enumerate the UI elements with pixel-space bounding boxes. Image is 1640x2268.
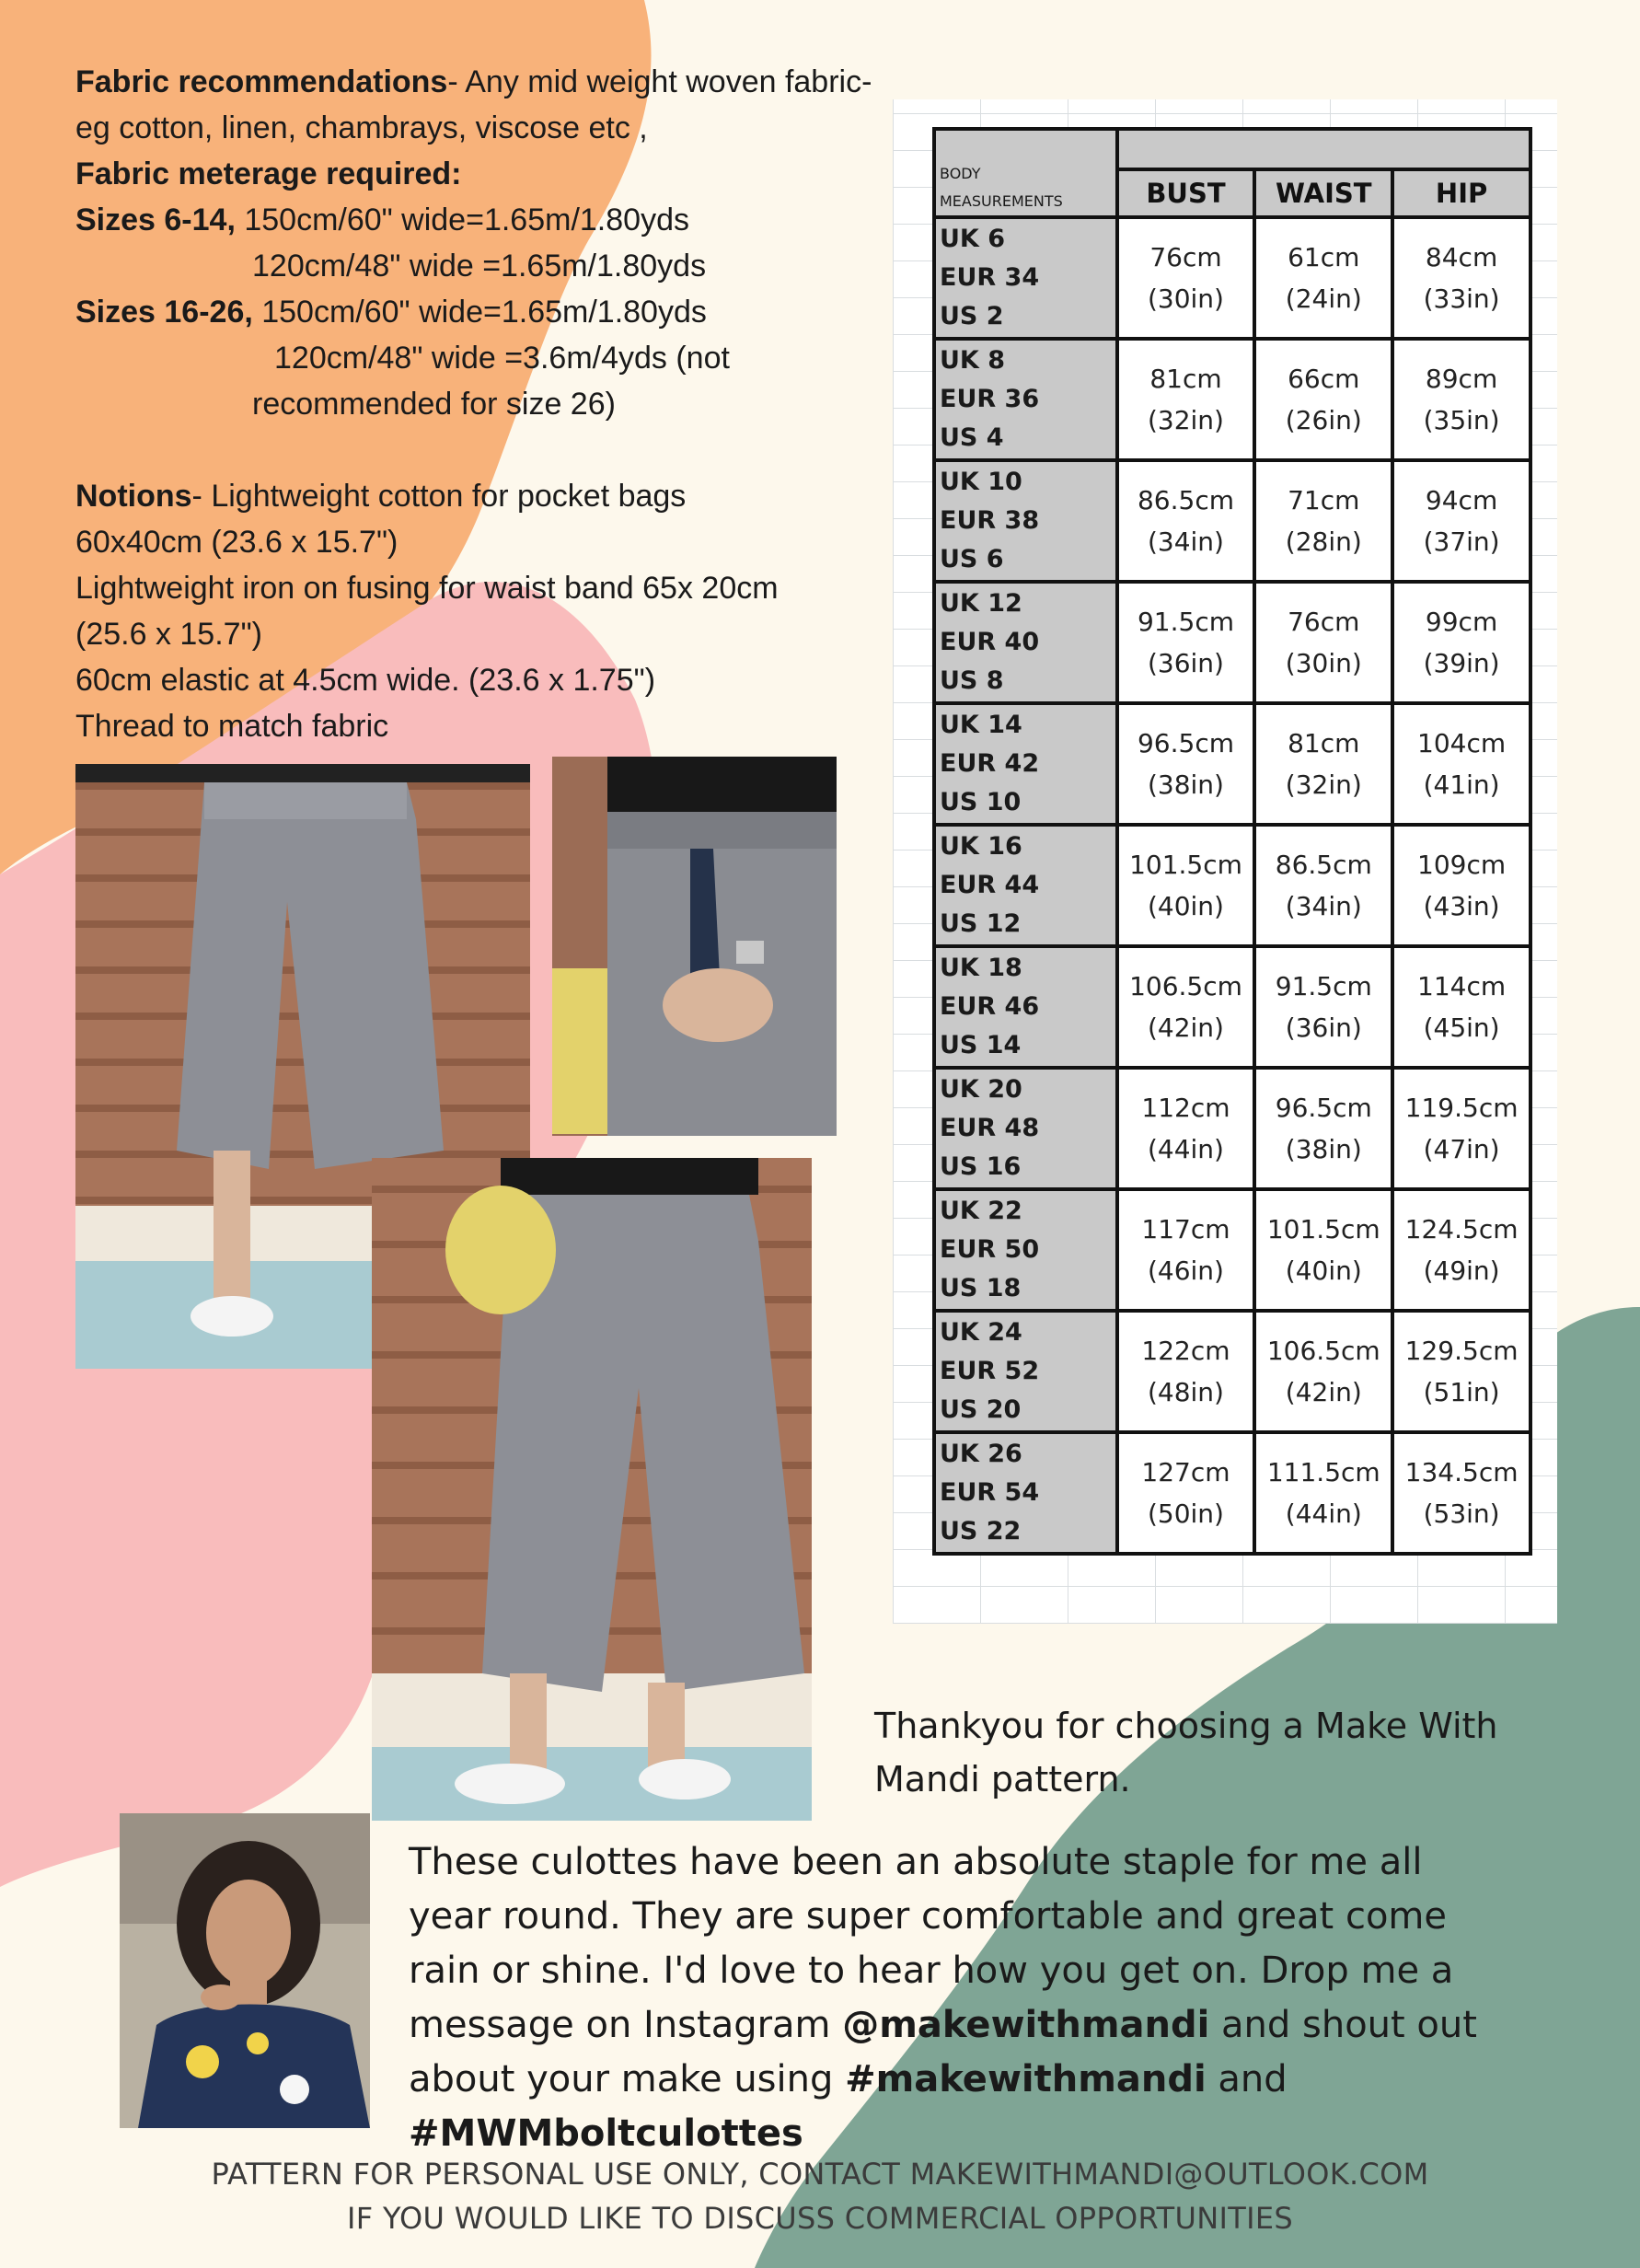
size-uk: UK 18: [940, 954, 1022, 982]
waist-in: (24in): [1285, 284, 1362, 314]
hip-in: (53in): [1423, 1498, 1500, 1529]
notions-line6: Thread to match fabric: [75, 709, 389, 744]
waist-in: (26in): [1285, 405, 1362, 435]
size-us: US 22: [940, 1517, 1022, 1545]
sizes-large-line1: Sizes 16-26, 150cm/60" wide=1.65m/1.80yds: [75, 295, 707, 330]
size-eur: EUR 50: [940, 1235, 1040, 1264]
bust-cm: 91.5cm: [1137, 607, 1234, 637]
waist-in: (38in): [1285, 1134, 1362, 1164]
notions-line5: 60cm elastic at 4.5cm wide. (23.6 x 1.75"): [75, 663, 656, 698]
table-row: [934, 946, 1530, 1068]
hip-value-cell: [1392, 825, 1530, 946]
waist-value-cell: [1254, 217, 1392, 339]
size-uk: UK 22: [940, 1197, 1022, 1225]
hip-in: (41in): [1423, 770, 1500, 800]
waist-cm: 81cm: [1288, 728, 1360, 758]
table-row: [934, 825, 1530, 946]
bust-cm: 117cm: [1141, 1214, 1230, 1244]
waist-value-cell: [1254, 339, 1392, 460]
table-header-blank: [1117, 129, 1530, 169]
hip-in: (47in): [1423, 1134, 1500, 1164]
hip-in: (49in): [1423, 1256, 1500, 1286]
bust-cm: 127cm: [1141, 1457, 1230, 1487]
thankyou-message: Thankyou for choosing a Make With Mandi pattern.: [874, 1706, 1498, 1799]
size-uk: UK 14: [940, 711, 1022, 739]
bust-in: (40in): [1147, 891, 1224, 921]
size-eur: EUR 48: [940, 1114, 1040, 1142]
body-measurements-label: BODY MEASUREMENTS: [934, 129, 1117, 217]
table-row: [934, 703, 1530, 825]
hip-cm: 119.5cm: [1404, 1093, 1519, 1123]
bust-cm: 76cm: [1149, 242, 1222, 272]
bust-in: (48in): [1147, 1377, 1224, 1407]
waist-cm: 111.5cm: [1266, 1457, 1380, 1487]
waist-cm: 76cm: [1288, 607, 1360, 637]
fabric-meterage-heading: Fabric meterage required:: [75, 156, 462, 191]
waist-value-cell: [1254, 460, 1392, 582]
hashtag-culottes: #MWMboltculottes: [409, 2112, 803, 2155]
waist-value-cell: [1254, 1068, 1392, 1189]
bust-cm: 112cm: [1141, 1093, 1230, 1123]
hip-value-cell: [1392, 946, 1530, 1068]
notions-line3: Lightweight iron on fusing for waist band 65x 20cm: [75, 571, 779, 606]
size-eur: EUR 54: [940, 1478, 1040, 1507]
bust-in: (46in): [1147, 1256, 1224, 1286]
hip-value-cell: [1392, 460, 1530, 582]
size-label-cell: [934, 946, 1117, 1068]
bust-in: (50in): [1147, 1498, 1224, 1529]
bust-value-cell: [1117, 825, 1255, 946]
hip-in: (37in): [1423, 526, 1500, 557]
waist-value-cell: [1254, 946, 1392, 1068]
culottes-photo-pleat-detail: [552, 757, 837, 1136]
size-eur: EUR 42: [940, 749, 1040, 778]
size-uk: UK 16: [940, 832, 1022, 861]
size-label-cell: [934, 1068, 1117, 1189]
size-chart: [893, 99, 1557, 1624]
waist-in: (44in): [1285, 1498, 1362, 1529]
size-eur: EUR 40: [940, 628, 1040, 656]
waist-cm: 91.5cm: [1275, 971, 1372, 1001]
table-row: [934, 1068, 1530, 1189]
waist-value-cell: [1254, 703, 1392, 825]
waist-in: (40in): [1285, 1256, 1362, 1286]
hip-in: (43in): [1423, 891, 1500, 921]
hip-value-cell: [1392, 1432, 1530, 1554]
footer-notice: PATTERN FOR PERSONAL USE ONLY, CONTACT MAKEWITHMANDI@OUTLOOK.COM IF YOU WOULD LIKE TO DISCUSS COMMERCIAL OPPORTUNITIES: [211, 2157, 1429, 2236]
waist-cm: 96.5cm: [1275, 1093, 1372, 1123]
hip-cm: 84cm: [1425, 242, 1498, 272]
notions-line4: (25.6 x 15.7"): [75, 617, 262, 652]
sizes-large-line3: recommended for size 26): [252, 387, 616, 422]
hip-cm: 114cm: [1417, 971, 1507, 1001]
size-us: US 18: [940, 1274, 1022, 1302]
bust-value-cell: [1117, 582, 1255, 703]
size-uk: UK 26: [940, 1440, 1022, 1468]
table-row: [934, 217, 1530, 339]
size-uk: UK 12: [940, 589, 1022, 618]
fabric-recommendations: Fabric recommendations- Any mid weight woven fabric- eg cotton, linen, chambrays, viscose etc ,: [75, 64, 872, 145]
hip-in: (45in): [1423, 1012, 1500, 1043]
waist-in: (32in): [1285, 770, 1362, 800]
waist-cm: 101.5cm: [1266, 1214, 1380, 1244]
table-row: [934, 1432, 1530, 1554]
size-us: US 10: [940, 788, 1022, 816]
sizes-large-line2: 120cm/48" wide =3.6m/4yds (not: [274, 341, 730, 376]
bust-value-cell: [1117, 460, 1255, 582]
hip-cm: 94cm: [1425, 485, 1498, 515]
waist-value-cell: [1254, 1311, 1392, 1432]
size-us: US 16: [940, 1152, 1022, 1181]
bust-cm: 96.5cm: [1137, 728, 1234, 758]
hip-cm: 89cm: [1425, 364, 1498, 394]
hip-cm: 134.5cm: [1404, 1457, 1519, 1487]
size-us: US 8: [940, 666, 1004, 695]
size-uk: UK 24: [940, 1318, 1022, 1347]
hip-value-cell: [1392, 1068, 1530, 1189]
size-label-cell: [934, 703, 1117, 825]
waist-value-cell: [1254, 1189, 1392, 1311]
bust-value-cell: [1117, 217, 1255, 339]
column-header-bust: BUST: [1117, 169, 1255, 217]
column-header-hip: HIP: [1392, 169, 1530, 217]
size-label-cell: [934, 1189, 1117, 1311]
waist-value-cell: [1254, 825, 1392, 946]
size-uk: UK 8: [940, 346, 1006, 375]
bust-in: (38in): [1147, 770, 1224, 800]
table-row: [934, 339, 1530, 460]
bust-cm: 106.5cm: [1129, 971, 1242, 1001]
waist-cm: 66cm: [1288, 364, 1360, 394]
size-eur: EUR 38: [940, 506, 1040, 535]
waist-in: (34in): [1285, 891, 1362, 921]
sizes-small-line1: Sizes 6-14, 150cm/60" wide=1.65m/1.80yds: [75, 202, 689, 237]
size-label-cell: [934, 582, 1117, 703]
bust-cm: 86.5cm: [1137, 485, 1234, 515]
hip-cm: 129.5cm: [1404, 1336, 1519, 1366]
bust-in: (36in): [1147, 648, 1224, 678]
bust-cm: 122cm: [1141, 1336, 1230, 1366]
table-row: [934, 1189, 1530, 1311]
size-us: US 20: [940, 1395, 1022, 1424]
bust-in: (42in): [1147, 1012, 1224, 1043]
sizes-small-line2: 120cm/48" wide =1.65m/1.80yds: [252, 249, 707, 284]
bust-value-cell: [1117, 1432, 1255, 1554]
bust-value-cell: [1117, 1189, 1255, 1311]
table-top-row: [934, 129, 1530, 169]
instagram-handle: @makewithmandi: [842, 2004, 1210, 2046]
size-label-cell: [934, 217, 1117, 339]
waist-cm: 61cm: [1288, 242, 1360, 272]
hip-in: (39in): [1423, 648, 1500, 678]
size-us: US 2: [940, 302, 1004, 330]
waist-in: (42in): [1285, 1377, 1362, 1407]
waist-cm: 86.5cm: [1275, 850, 1372, 880]
size-uk: UK 20: [940, 1075, 1022, 1104]
hip-cm: 99cm: [1425, 607, 1498, 637]
table-row: [934, 582, 1530, 703]
size-eur: EUR 44: [940, 871, 1040, 899]
hip-cm: 109cm: [1417, 850, 1507, 880]
body-measurements-table: [932, 127, 1532, 1556]
table-row: [934, 460, 1530, 582]
waist-in: (36in): [1285, 1012, 1362, 1043]
notions-line1: Notions- Lightweight cotton for pocket bags: [75, 479, 687, 514]
size-label-cell: [934, 825, 1117, 946]
hip-in: (35in): [1423, 405, 1500, 435]
bust-value-cell: [1117, 1311, 1255, 1432]
hip-value-cell: [1392, 217, 1530, 339]
hip-value-cell: [1392, 339, 1530, 460]
waist-in: (30in): [1285, 648, 1362, 678]
hip-value-cell: [1392, 582, 1530, 703]
size-us: US 14: [940, 1031, 1022, 1059]
culottes-photo-full-length: [372, 1158, 812, 1821]
hip-value-cell: [1392, 1311, 1530, 1432]
bust-cm: 101.5cm: [1129, 850, 1242, 880]
size-label-cell: [934, 460, 1117, 582]
bust-in: (32in): [1147, 405, 1224, 435]
size-us: US 6: [940, 545, 1004, 573]
size-eur: EUR 52: [940, 1357, 1040, 1385]
size-label-cell: [934, 1311, 1117, 1432]
table-row: [934, 1311, 1530, 1432]
author-message: These culottes have been an absolute staple for me all year round. They are super comfortable and great come rain or shine. I'd love to hear how you get on. Drop me a message on Instagram @makewithmandi and shout out about your make using #makewithmandi and #MWMboltculottes: [409, 1841, 1477, 2155]
size-eur: EUR 34: [940, 263, 1040, 292]
bust-in: (34in): [1147, 526, 1224, 557]
author-portrait: [120, 1813, 370, 2128]
waist-cm: 71cm: [1288, 485, 1360, 515]
bust-value-cell: [1117, 1068, 1255, 1189]
fabric-info: [75, 59, 885, 749]
size-uk: UK 10: [940, 468, 1022, 496]
size-label-cell: [934, 339, 1117, 460]
hip-value-cell: [1392, 703, 1530, 825]
waist-value-cell: [1254, 582, 1392, 703]
hip-cm: 124.5cm: [1404, 1214, 1519, 1244]
bust-in: (44in): [1147, 1134, 1224, 1164]
hip-value-cell: [1392, 1189, 1530, 1311]
bust-in: (30in): [1147, 284, 1224, 314]
size-eur: EUR 46: [940, 992, 1040, 1021]
size-us: US 4: [940, 423, 1004, 452]
hip-in: (33in): [1423, 284, 1500, 314]
waist-value-cell: [1254, 1432, 1392, 1554]
size-label-cell: [934, 1432, 1117, 1554]
hip-in: (51in): [1423, 1377, 1500, 1407]
size-eur: EUR 36: [940, 385, 1040, 413]
notions-line2: 60x40cm (23.6 x 15.7"): [75, 525, 398, 560]
hip-cm: 104cm: [1417, 728, 1507, 758]
bust-value-cell: [1117, 703, 1255, 825]
size-uk: UK 6: [940, 225, 1006, 253]
waist-in: (28in): [1285, 526, 1362, 557]
bust-cm: 81cm: [1149, 364, 1222, 394]
size-us: US 12: [940, 909, 1022, 938]
column-header-waist: WAIST: [1254, 169, 1392, 217]
waist-cm: 106.5cm: [1266, 1336, 1380, 1366]
bust-value-cell: [1117, 946, 1255, 1068]
bust-value-cell: [1117, 339, 1255, 460]
hashtag-makewithmandi: #makewithmandi: [845, 2058, 1207, 2100]
